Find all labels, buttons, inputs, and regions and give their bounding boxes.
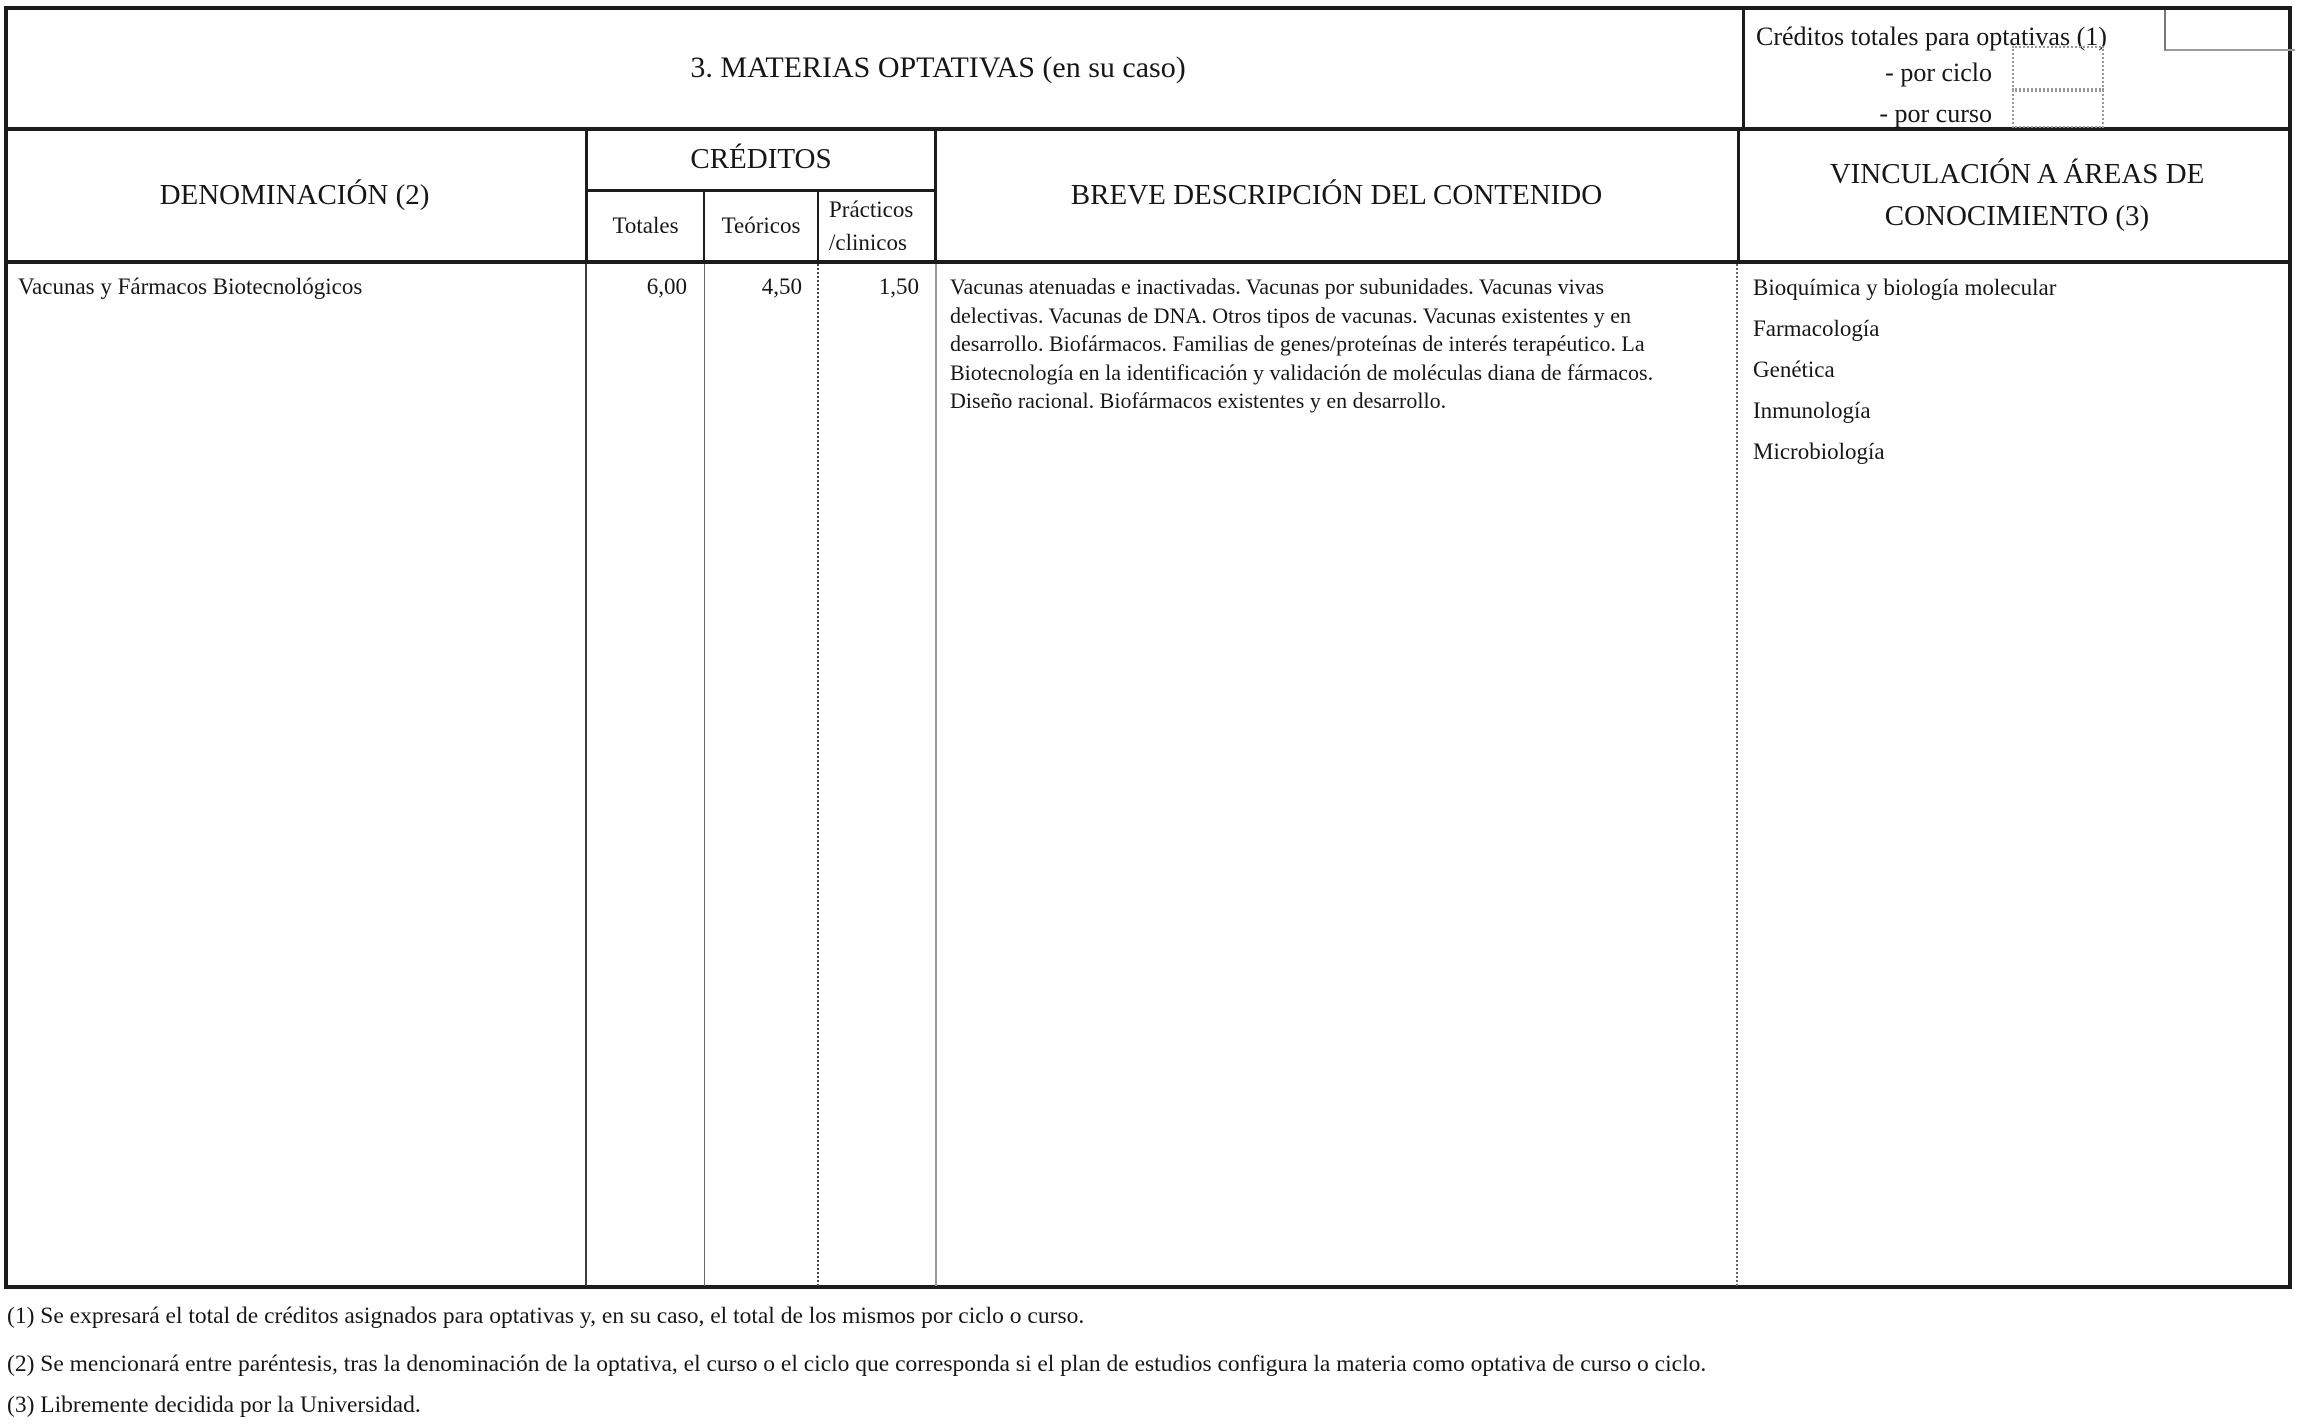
- col-header-vinculacion: VINCULACIÓN A ÁREAS DE CONOCIMIENTO (3): [1829, 158, 2205, 232]
- por-ciclo-value-box: [2012, 46, 2104, 90]
- body-divider-creditos-descripcion: [935, 264, 937, 1286]
- por-curso-value-box: [2012, 90, 2104, 128]
- cell-descripcion: Vacunas atenuadas e inactivadas. Vacunas por subunidades. Vacunas vivas delectivas. Vacunas de DNA. Otros tipos de vacunas. Vacunas existentes y en desarrollo. Biofármacos. Familias de genes/proteínas de interés terapéutico. La Biotecnología en la identificación y validación de moléculas diana de fármacos. Diseño racional. Biofármacos existentes y en desarrollo.: [950, 274, 1654, 413]
- por-ciclo-label: - por ciclo: [1885, 58, 1992, 87]
- col-header-practicos-line2: /clinicos: [829, 230, 907, 255]
- footnote-2: (2) Se mencionará entre paréntesis, tras la denominación de la optativa, el curso o el ciclo que corresponda si el plan de estudios configura la materia como optativa de curso o ciclo.: [7, 1351, 1707, 1377]
- area-item: Inmunología: [1753, 398, 1871, 423]
- body-divider-teoricos-practicos: [817, 264, 819, 1286]
- area-item: Microbiología: [1753, 439, 1885, 464]
- section-title: [4, 8, 1742, 127]
- area-item: Bioquímica y biología molecular: [1753, 275, 2057, 300]
- area-item: Genética: [1753, 357, 1835, 382]
- cell-vinculacion-areas: [1753, 274, 2273, 479]
- cell-creditos-totales: 6,00: [646, 274, 687, 299]
- col-header-creditos: CRÉDITOS: [690, 143, 832, 175]
- por-curso-label: - por curso: [1879, 99, 1992, 128]
- col-header-descripcion: BREVE DESCRIPCIÓN DEL CONTENIDO: [1070, 178, 1603, 211]
- cell-creditos-practicos: 1,50: [878, 274, 919, 299]
- divider-under-header-band: [4, 260, 2292, 264]
- col-header-practicos: [819, 192, 934, 260]
- cell-creditos-teoricos: 4,50: [761, 274, 802, 299]
- col-header-practicos-line1: Prácticos: [829, 197, 914, 222]
- credits-total-value-box: [2164, 10, 2295, 51]
- area-item: Farmacología: [1753, 316, 1880, 341]
- body-divider-descripcion-vinculacion: [1736, 264, 1738, 1286]
- col-header-denominacion: DENOMINACIÓN (2): [159, 178, 430, 211]
- body-divider-totales-teoricos: [704, 264, 705, 1286]
- credits-total-label: Créditos totales para optativas (1): [1756, 22, 2107, 51]
- cell-denominacion: Vacunas y Fármacos Biotecnológicos: [18, 274, 363, 299]
- section-title-text: 3. MATERIAS OPTATIVAS (en su caso): [690, 50, 1186, 84]
- body-divider-denominacion: [585, 264, 587, 1286]
- footnote-3: (3) Libremente decidida por la Universidad.: [7, 1392, 421, 1418]
- col-header-totales: Totales: [612, 213, 679, 238]
- col-header-teoricos: Teóricos: [721, 213, 801, 238]
- footnote-1: (1) Se expresará el total de créditos asignados para optativas y, en su caso, el total de los mismos por ciclo o curso.: [7, 1303, 1085, 1329]
